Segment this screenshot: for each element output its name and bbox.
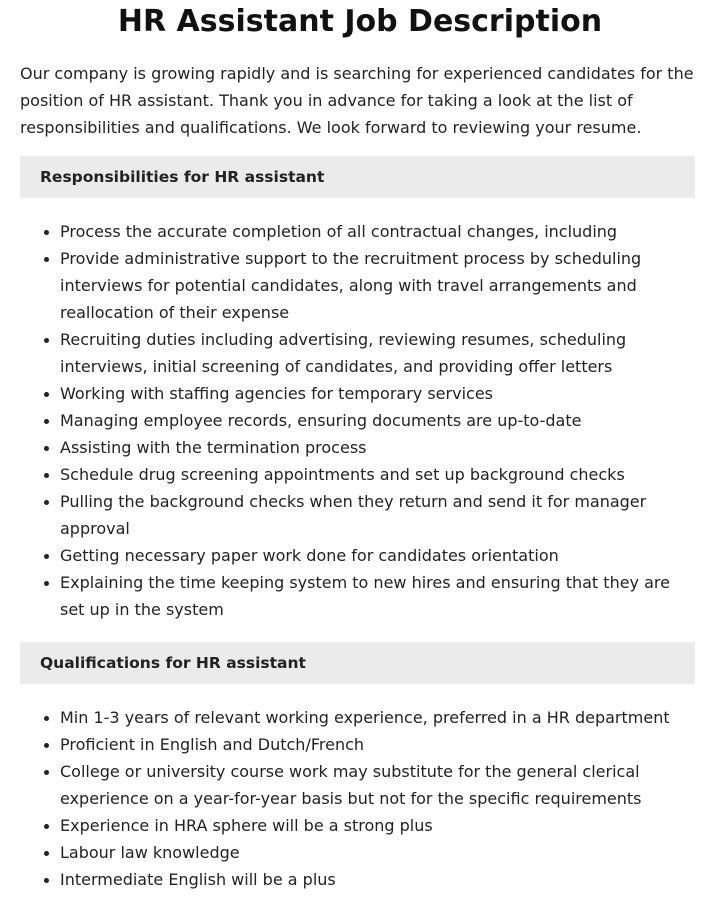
list-item: Labour law knowledge bbox=[60, 839, 720, 866]
list-item: Managing employee records, ensuring documents are up-to-date bbox=[60, 407, 720, 434]
list-item: Pulling the background checks when they return and send it for manager approval bbox=[60, 488, 720, 542]
list-item: Process the accurate completion of all contractual changes, including bbox=[60, 218, 720, 245]
list-item: Recruiting duties including advertising, reviewing resumes, scheduling interviews, initial screening of candidates, and providing offer letters bbox=[60, 326, 720, 380]
list-item: Provide administrative support to the recruitment process by scheduling interviews for potential candidates, along with travel arrangements and reallocation of their expense bbox=[60, 245, 720, 326]
qualifications-list bbox=[0, 704, 720, 893]
responsibilities-list bbox=[0, 218, 720, 623]
list-item: Getting necessary paper work done for candidates orientation bbox=[60, 542, 720, 569]
page-title: HR Assistant Job Description bbox=[117, 4, 603, 39]
responsibilities-heading: Responsibilities for HR assistant bbox=[20, 156, 695, 198]
list-item: College or university course work may substitute for the general clerical experience on a year-for-year basis but not for the specific requirements bbox=[60, 758, 720, 812]
list-item: Intermediate English will be a plus bbox=[60, 866, 720, 893]
list-item: Experience in HRA sphere will be a strong plus bbox=[60, 812, 720, 839]
list-item: Schedule drug screening appointments and set up background checks bbox=[60, 461, 720, 488]
list-item: Min 1-3 years of relevant working experience, preferred in a HR department bbox=[60, 704, 720, 731]
list-item: Explaining the time keeping system to new hires and ensuring that they are set up in the system bbox=[60, 569, 720, 623]
list-item: Assisting with the termination process bbox=[60, 434, 720, 461]
qualifications-heading: Qualifications for HR assistant bbox=[20, 642, 695, 684]
list-item: Proficient in English and Dutch/French bbox=[60, 731, 720, 758]
intro-paragraph: Our company is growing rapidly and is searching for experienced candidates for the position of HR assistant. Thank you in advance for taking a look at the list of responsibilities and qualifications. We look forward to reviewing your resume. bbox=[20, 64, 694, 137]
list-item: Working with staffing agencies for temporary services bbox=[60, 380, 720, 407]
